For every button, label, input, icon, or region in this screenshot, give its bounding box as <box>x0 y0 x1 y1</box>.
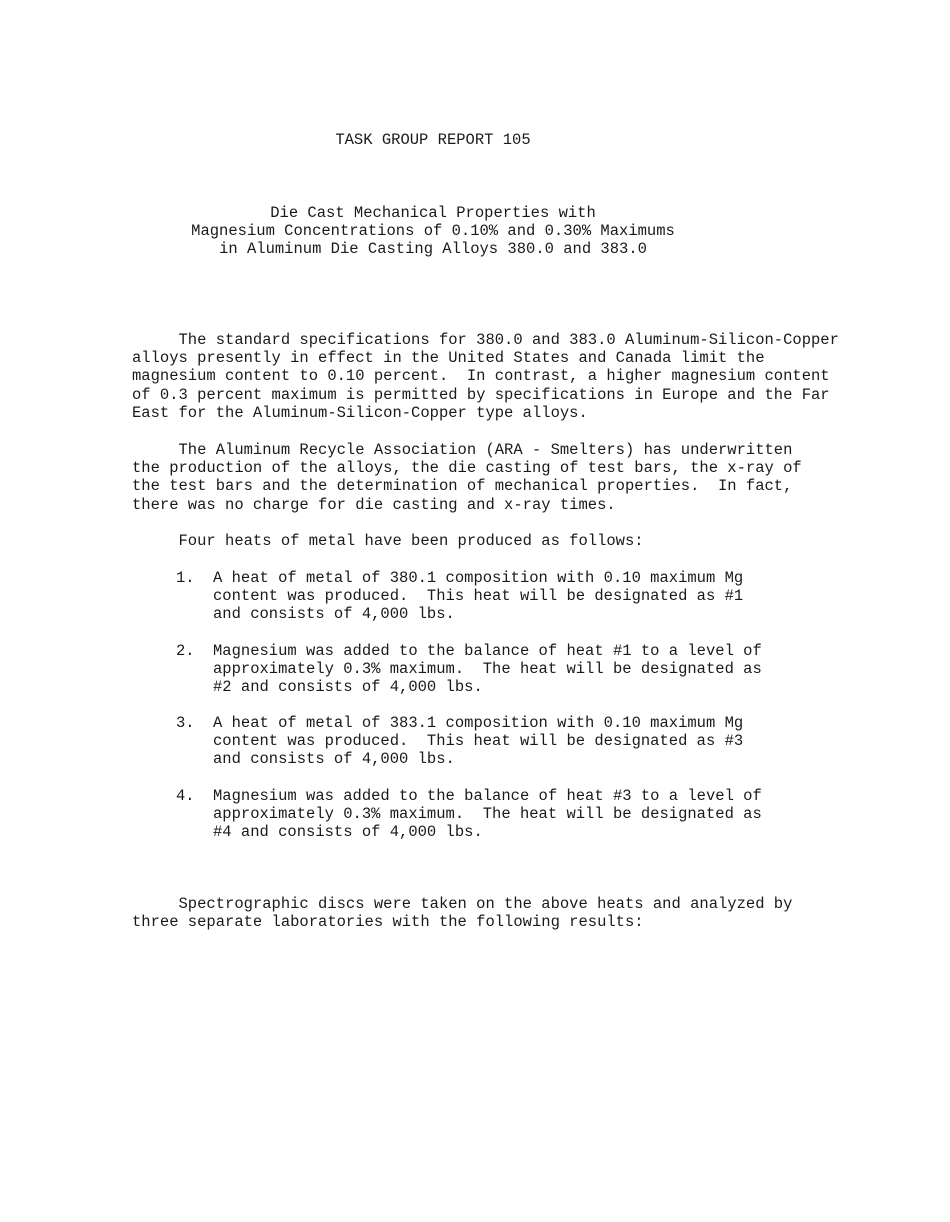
list-number: 3. <box>176 714 195 732</box>
paragraph-line: three separate laboratories with the following results: <box>132 913 644 932</box>
list-number: 4. <box>176 787 195 805</box>
list-item-line: Magnesium was added to the balance of heat #1 to a level of <box>213 642 762 660</box>
paragraph-spectrographic <box>132 895 832 931</box>
list-item-line: A heat of metal of 383.1 composition with 0.10 maximum Mg <box>213 714 744 732</box>
subtitle-line-3: in Aluminum Die Casting Alloys 380.0 and 383.0 <box>219 240 647 258</box>
paragraph-line: Four heats of metal have been produced as follows: <box>132 532 644 550</box>
list-item-line: content was produced. This heat will be designated as #1 <box>213 587 744 606</box>
report-title: TASK GROUP REPORT 105 <box>335 131 531 149</box>
list-item-line: A heat of metal of 380.1 composition with 0.10 maximum Mg <box>213 569 744 587</box>
list-item-line: approximately 0.3% maximum. The heat will be designated as <box>213 805 762 824</box>
subtitle-line-2: Magnesium Concentrations of 0.10% and 0.30% Maximums <box>191 222 675 240</box>
list-item-line: approximately 0.3% maximum. The heat will be designated as <box>213 660 762 679</box>
paragraph-line: the test bars and the determination of mechanical properties. In fact, <box>132 477 793 496</box>
paragraph-line: there was no charge for die casting and x-ray times. <box>132 495 616 514</box>
paragraph-specifications <box>132 331 839 422</box>
paragraph-line: of 0.3 percent maximum is permitted by specifications in Europe and the Far <box>132 385 830 404</box>
list-number: 2. <box>176 642 195 660</box>
paragraph-heats-intro <box>132 532 832 550</box>
paragraph-line: East for the Aluminum-Silicon-Copper type alloys. <box>132 403 588 422</box>
subtitle-line-1: Die Cast Mechanical Properties with <box>270 204 596 222</box>
list-item-line: and consists of 4,000 lbs. <box>213 605 455 624</box>
list-item-line: content was produced. This heat will be designated as #3 <box>213 732 744 751</box>
paragraph-ara <box>132 441 832 514</box>
paragraph-line: magnesium content to 0.10 percent. In contrast, a higher magnesium content <box>132 367 830 386</box>
list-item-line: Magnesium was added to the balance of heat #3 to a level of <box>213 787 762 805</box>
paragraph-line: The Aluminum Recycle Association (ARA - Smelters) has underwritten <box>132 441 793 459</box>
list-number: 1. <box>176 569 195 587</box>
list-item-line: and consists of 4,000 lbs. <box>213 750 455 769</box>
list-item-line: #4 and consists of 4,000 lbs. <box>213 823 483 842</box>
list-item-line: #2 and consists of 4,000 lbs. <box>213 678 483 697</box>
paragraph-line: The standard specifications for 380.0 and 383.0 Aluminum-Silicon-Copper <box>132 331 839 349</box>
paragraph-line: alloys presently in effect in the United States and Canada limit the <box>132 349 765 368</box>
paragraph-line: Spectrographic discs were taken on the above heats and analyzed by <box>132 895 793 913</box>
paragraph-line: the production of the alloys, the die casting of test bars, the x-ray of <box>132 459 802 478</box>
